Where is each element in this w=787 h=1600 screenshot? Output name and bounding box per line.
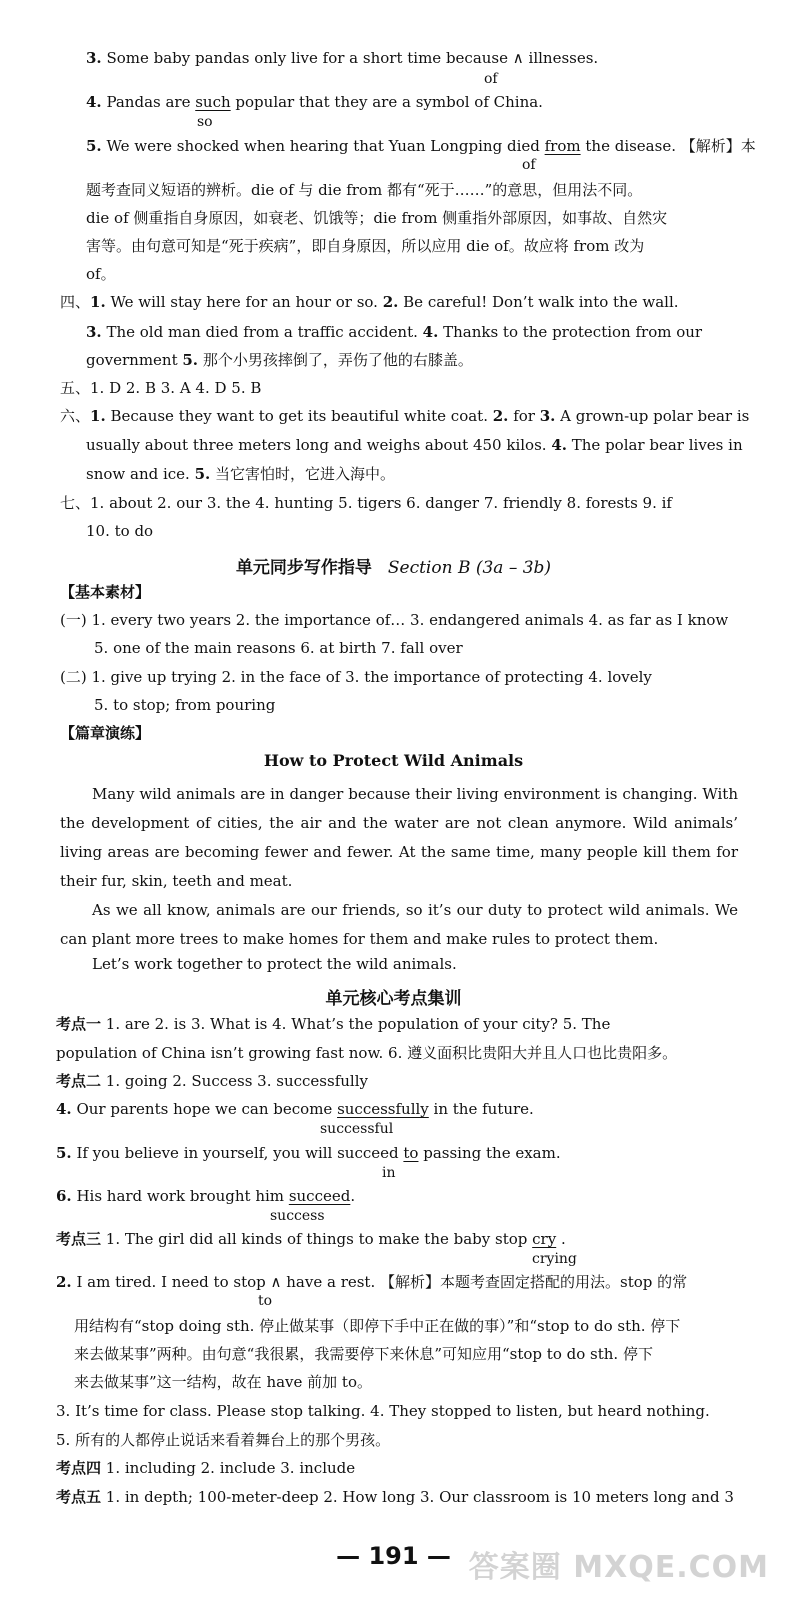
item-number: 2. [492, 407, 509, 425]
point-label: 考点三 [56, 1230, 102, 1248]
answer-text: Thanks to the protection from our [438, 323, 703, 341]
item-number: 5. [194, 465, 211, 483]
correction-text: of [522, 157, 536, 173]
answer-text: Because they want to get its beautiful white coat. [105, 407, 493, 425]
material-group-2-line-1: (二) 1. give up trying 2. in the face of 3. the importance of protecting 4. lovely [60, 668, 652, 686]
item-number: 6. [56, 1187, 72, 1205]
answer-text: snow and ice. [86, 465, 195, 483]
answer-text: the disease. 【解析】本 [580, 137, 756, 155]
answer-text: We were shocked when hearing that Yuan Longping died [101, 137, 545, 155]
material-group-2-line-2: 5. to stop; from pouring [94, 696, 276, 714]
correction-text: success [270, 1208, 325, 1224]
section-6-line-2 [86, 435, 743, 455]
point-3-item-5: 5. 所有的人都停止说话来看着舞台上的那个男孩。 [56, 1431, 391, 1449]
answer-text: If you believe in yourself, you will succeed [71, 1144, 404, 1162]
watermark-logo: 答案圈 MXQE.COM [468, 1550, 769, 1585]
point-5-line [56, 1487, 734, 1507]
point-label: 考点二 [56, 1072, 102, 1090]
answer-text: 1. The girl did all kinds of things to make the baby stop [101, 1230, 533, 1248]
error-word: to [403, 1144, 419, 1162]
basic-material-heading: 【基本素材】 [60, 583, 151, 601]
point-3-line-1 [56, 1229, 566, 1249]
title-chinese: 单元同步写作指导 [235, 558, 372, 578]
answer-text: A grown-up polar bear is [555, 407, 750, 425]
answer-text: 当它害怕时，它进入海中。 [210, 465, 396, 483]
item-number: 1. [90, 293, 106, 311]
point-2-item-5 [56, 1143, 561, 1163]
item-number: 2. [382, 293, 399, 311]
section-6-line-1 [60, 406, 749, 426]
explanation-line: die of 侧重指自身原因，如衰老、饥饿等；die from 侧重指外部原因，如事故、自然灾 [86, 209, 668, 227]
answer-text: . [556, 1230, 566, 1248]
section-7-line-1: 七、1. about 2. our 3. the 4. hunting 5. tigers 6. danger 7. friendly 8. forests 9. if [60, 494, 672, 512]
answer-text: for [508, 407, 540, 425]
point-3-items-3-4: 3. It’s time for class. Please stop talking. 4. They stopped to listen, but heard nothing. [56, 1402, 710, 1420]
section-7-line-2: 10. to do [86, 522, 154, 540]
title-section: Section B (3a – 3b) [387, 558, 552, 578]
answer-text: Some baby pandas only live for a short time because ∧ illnesses. [101, 49, 599, 67]
essay-title: How to Protect Wild Animals [263, 751, 524, 770]
section-5-answers: 五、1. D 2. B 3. A 4. D 5. B [60, 379, 262, 397]
item-number: 1. [90, 407, 106, 425]
explanation-line: 用结构有“stop doing sth. 停止做某事（即停下手中正在做的事）”和“stop to do sth. 停下 [74, 1317, 681, 1335]
point-1-line-2: population of China isn’t growing fast now. 6. 遵义面积比贵阳大并且人口也比贵阳多。 [56, 1044, 678, 1062]
answer-line-5 [86, 136, 756, 156]
point-3-item-2 [56, 1272, 687, 1292]
section-6-line-3 [86, 464, 395, 484]
answer-text: I am tired. I need to stop ∧ have a rest. 【解析】本题考查固定搭配的用法。stop 的常 [71, 1273, 688, 1291]
item-number: 5. [182, 351, 199, 369]
answer-text: 1. going 2. Success 3. successfully [101, 1072, 368, 1090]
answer-text: The old man died from a traffic accident. [101, 323, 423, 341]
item-number: 3. [539, 407, 556, 425]
answer-text: . [350, 1187, 356, 1205]
item-number: 5. [86, 137, 102, 155]
essay-paragraph-1: Many wild animals are in danger because their living environment is changing. With the development of cities, the air and the water are not clean anymore. Wild animals’ living areas are becoming fewer and fewer. At the same time, many people kill them for their fur, skin, teeth and meat. [60, 785, 738, 890]
item-number: 4. [422, 323, 439, 341]
point-label: 考点五 [56, 1488, 102, 1506]
section-4-line-1 [60, 292, 679, 312]
item-number: 3. [86, 323, 102, 341]
correction-text: to [258, 1293, 273, 1309]
essay-paragraph-2: As we all know, animals are our friends, so it’s our duty to protect wild animals. We can plant more trees to make homes for them and make rules to protect them. [60, 901, 738, 948]
answer-text: His hard work brought him [71, 1187, 289, 1205]
page-number: — 191 — [336, 1542, 451, 1570]
point-1-line-1 [56, 1014, 610, 1034]
explanation-line: of。 [86, 265, 116, 283]
point-4-line [56, 1458, 355, 1478]
correction-text: crying [532, 1251, 577, 1267]
answer-text: The polar bear lives in [566, 436, 743, 454]
point-2-item-4 [56, 1099, 534, 1119]
point-label: 考点一 [56, 1015, 102, 1033]
correction-text: of [484, 71, 498, 87]
item-number: 3. [86, 49, 102, 67]
correction-text: in [382, 1165, 396, 1181]
explanation-line: 害等。由句意可知是“死于疾病”，即自身原因，所以应用 die of。故应将 from 改为 [86, 237, 645, 255]
answer-text: Our parents hope we can become [71, 1100, 338, 1118]
material-group-1-line-2: 5. one of the main reasons 6. at birth 7. fall over [94, 639, 463, 657]
answer-text: Be careful! Don’t walk into the wall. [398, 293, 679, 311]
answer-text: usually about three meters long and weighs about 450 kilos. [86, 436, 552, 454]
error-word: successfully [337, 1100, 429, 1118]
error-word: cry [532, 1230, 557, 1248]
answer-text: 1. are 2. is 3. What is 4. What’s the population of your city? 5. The [101, 1015, 611, 1033]
answer-text: government [86, 351, 183, 369]
answer-line-4 [86, 92, 543, 112]
item-number: 4. [86, 93, 102, 111]
writing-guide-title [0, 553, 787, 578]
correction-text: successful [320, 1121, 394, 1137]
explanation-line: 来去做某事”这一结构，故在 have 前加 to。 [74, 1373, 372, 1391]
explanation-line: 题考查同义短语的辨析。die of 与 die from 都有“死于……”的意思，但用法不同。 [86, 181, 643, 199]
answer-text: passing the exam. [418, 1144, 561, 1162]
material-group-1-line-1: (一) 1. every two years 2. the importance of… 3. endangered animals 4. as far as I know [60, 611, 729, 629]
answer-text: 那个小男孩摔倒了，弄伤了他的右膝盖。 [198, 351, 473, 369]
essay-paragraph-3: Let’s work together to protect the wild animals. [92, 955, 457, 973]
point-label: 考点四 [56, 1459, 102, 1477]
core-points-title: 单元核心考点集训 [325, 989, 462, 1009]
answer-text: popular that they are a symbol of China. [230, 93, 543, 111]
section-4-line-3 [86, 350, 473, 370]
item-number: 4. [56, 1100, 72, 1118]
section-4-line-2 [86, 322, 702, 342]
point-2-line-1 [56, 1071, 368, 1091]
answer-text: 1. in depth; 100-meter-deep 2. How long 3. Our classroom is 10 meters long and 3 [101, 1488, 734, 1506]
explanation-line: 来去做某事”两种。由句意“我很累，我需要停下来休息”可知应用“stop to do sth. 停下 [74, 1345, 653, 1363]
correction-text: so [197, 114, 213, 130]
error-word: from [544, 137, 581, 155]
point-2-item-6 [56, 1186, 355, 1206]
answer-text: in the future. [428, 1100, 534, 1118]
answer-line-3 [86, 48, 598, 68]
item-number: 5. [56, 1144, 72, 1162]
practice-heading: 【篇章演练】 [60, 724, 151, 742]
section-marker: 四、 [60, 293, 91, 311]
error-word: succeed [288, 1187, 351, 1205]
section-marker: 六、 [60, 407, 91, 425]
item-number: 2. [56, 1273, 72, 1291]
answer-text: We will stay here for an hour or so. [105, 293, 383, 311]
answer-text: 1. including 2. include 3. include [101, 1459, 356, 1477]
answer-text: Pandas are [101, 93, 196, 111]
error-word: such [195, 93, 231, 111]
item-number: 4. [551, 436, 567, 454]
